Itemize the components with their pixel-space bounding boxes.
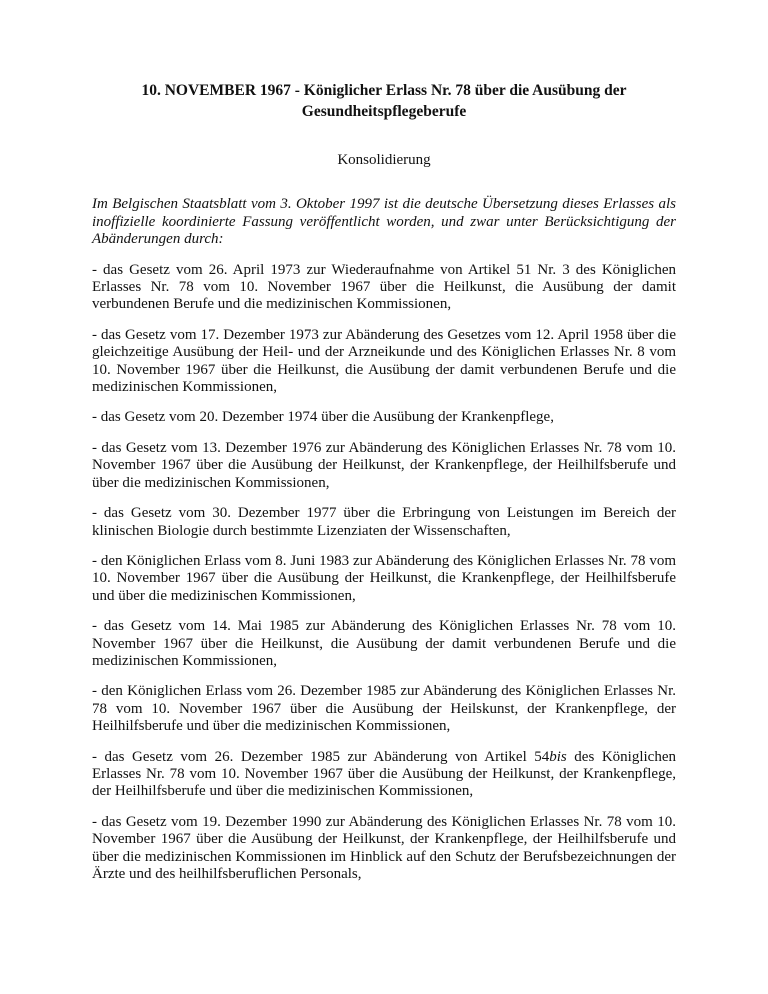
- document-title: 10. NOVEMBER 1967 - Königlicher Erlass Nr. 78 über die Ausübung der Gesundheitspflegeberufe: [141, 82, 627, 120]
- amendment-paragraph-6: - den Königlichen Erlass vom 8. Juni 1983 zur Abänderung des Königlichen Erlasses Nr. 78 vom 10. November 1967 über die Ausübung der Heilkunst, die Krankenpflege, der Heilhilfsberufe und über die medizinischen Kommissionen,: [92, 552, 676, 604]
- amendment-paragraph-8: - den Königlichen Erlass vom 26. Dezember 1985 zur Abänderung des Königlichen Erlasses Nr. 78 vom 10. November 1967 über die Ausübung der Heilskunst, der Krankenpflege, der Heilhilfsberufe und über die medizinischen Kommissionen,: [92, 683, 676, 735]
- amendment-paragraph-5: - das Gesetz vom 30. Dezember 1977 über die Erbringung von Leistungen im Bereich der klinischen Biologie durch bestimmte Lizenziaten der Wissenschaften,: [92, 505, 676, 539]
- italic-term-54bis: bis: [549, 748, 567, 765]
- amendment-text-before: - das Gesetz vom 26. Dezember 1985 zur Abänderung von Artikel 54: [92, 748, 550, 765]
- amendment-paragraph-3: - das Gesetz vom 20. Dezember 1974 über die Ausübung der Krankenpflege,: [92, 409, 554, 426]
- document-subtitle: Konsolidierung: [337, 152, 431, 168]
- amendment-paragraph-4: - das Gesetz vom 13. Dezember 1976 zur Abänderung des Königlichen Erlasses Nr. 78 vom 10. November 1967 über die Ausübung der Heilkunst, der Krankenpflege, der Heilhilfsberufe und über die medizinischen Kommissionen,: [92, 439, 676, 491]
- intro-paragraph: Im Belgischen Staatsblatt vom 3. Oktober 1997 ist die deutsche Übersetzung dieses Erlasses als inoffizielle koordinierte Fassung veröffentlicht worden, und zwar unter Berücksichtigung der Abänderungen durch:: [92, 196, 676, 248]
- amendment-paragraph-7: - das Gesetz vom 14. Mai 1985 zur Abänderung des Königlichen Erlasses Nr. 78 vom 10. November 1967 über die Heilkunst, die Ausübung der damit verbundenen Berufe und die medizinischen Kommissionen,: [92, 618, 676, 669]
- amendment-paragraph-2: - das Gesetz vom 17. Dezember 1973 zur Abänderung des Gesetzes vom 12. April 1958 über die gleichzeitige Ausübung der Heil- und der Arzneikunde und des Königlichen Erlasses Nr. 8 vom 10. November 1967 über die Heilkunst, die Ausübung der damit verbundenen Berufe und die medizinischen Kommissionen,: [92, 326, 676, 396]
- amendment-text-after: des Königlichen Erlasses Nr. 78 vom 10. November 1967 über die Ausübung der Heilkunst, der Krankenpflege, der Heilhilfsberufe und über die medizinischen Kommissionen,: [92, 748, 676, 800]
- amendment-paragraph-1: - das Gesetz vom 26. April 1973 zur Wiederaufnahme von Artikel 51 Nr. 3 des Königlichen Erlasses Nr. 78 vom 10. November 1967 über die Heilkunst, die Ausübung der damit verbundenen Berufe und die medizinischen Kommissionen,: [92, 261, 676, 313]
- amendment-paragraph-9: [92, 749, 676, 801]
- amendment-paragraph-10: - das Gesetz vom 19. Dezember 1990 zur Abänderung des Königlichen Erlasses Nr. 78 vom 10. November 1967 über die Ausübung der Heilkunst, der Krankenpflege, der Heilhilfsberufe und über die medizinischen Kommissionen im Hinblick auf den Schutz der Berufsbezeichnungen der Ärzte und des heilhilfsberuflichen Personals,: [92, 813, 676, 882]
